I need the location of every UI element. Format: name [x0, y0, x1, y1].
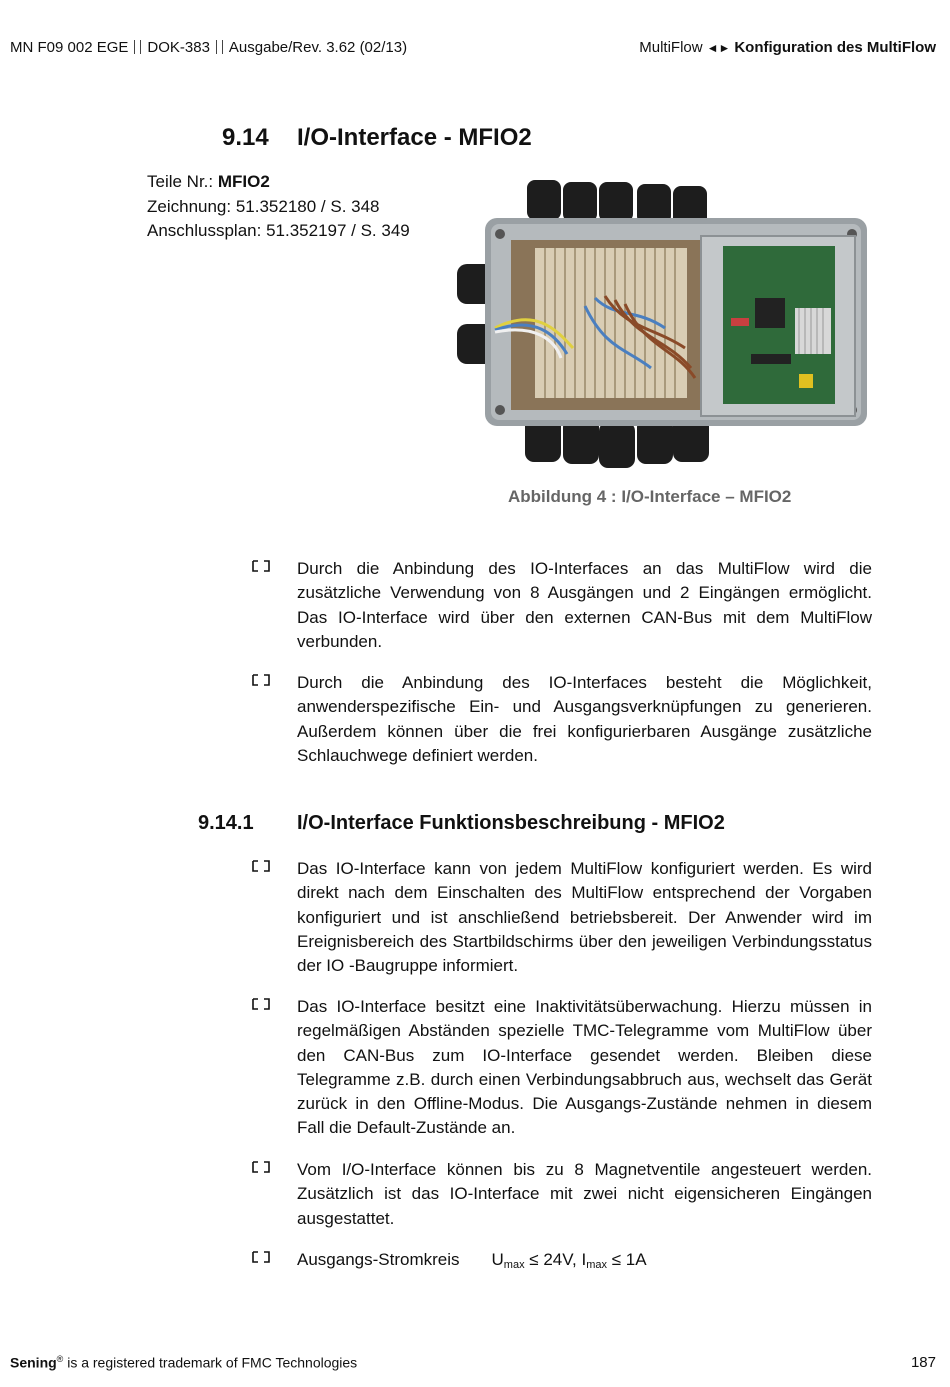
footer-trademark [10, 1354, 357, 1371]
spec-voltage: $U_{max} \le 24V$, [491, 1250, 582, 1271]
function-paragraph-3: Vom I/O-Interface können bis zu 8 Magnetventile angesteuert werden. Zusätzlich ist das IO-Interface mit zwei nicht eigensicheren Eingängen ausgestattet. [297, 1160, 872, 1228]
bullet-icon [250, 672, 272, 688]
spec-label: Ausgangs-Stromkreis [297, 1250, 460, 1269]
intro-paragraph-1: Durch die Anbindung des IO-Interfaces an das MultiFlow wird die zusätzliche Verwendung von 8 Ausgängen und 2 Eingängen ermöglicht. Das IO-Interface wird über den externen CAN-Bus mit dem MultiFlow verbunden. [297, 559, 872, 651]
part-number: MFIO2 [217, 172, 270, 191]
header-product: MultiFlow [639, 39, 703, 56]
part-number-line: Teile Nr.: MFIO2 [147, 172, 270, 191]
doc-id: DOK-383 [147, 39, 210, 56]
figure-caption: Abbildung 4 : I/O-Interface – MFIO2 [508, 487, 792, 506]
drawing-line: Zeichnung: 51.352180 / S. 348 [147, 196, 380, 216]
section-number: 9.14 [222, 124, 269, 151]
bullet-icon [250, 996, 272, 1012]
bullet-icon [250, 558, 272, 574]
subsection-title: I/O-Interface Funktionsbeschreibung - MFIO2 [297, 812, 725, 834]
trademark-text: is a registered trademark of FMC Technologies [63, 1354, 358, 1371]
section-title: I/O-Interface - MFIO2 [297, 124, 532, 151]
doc-number: MN F09 002 EGE [10, 39, 129, 56]
intro-paragraph-2: Durch die Anbindung des IO-Interfaces besteht die Möglichkeit, anwenderspezifische Ein- und Ausgangsverknüpfungen zu generieren. Außerdem können über die frei konfigurierbaren Ausgänge zusätzliche Schlauchwege definiert werden. [297, 673, 872, 765]
brand-name: Sening [10, 1354, 57, 1371]
spec-current: $I_{max} \le 1A$ [581, 1250, 647, 1271]
function-paragraph-2: Das IO-Interface besitzt eine Inaktivitätsüberwachung. Hierzu müssen in regelmäßigen Abständen spezielle TMC-Telegramme vom MultiFlow über den CAN-Bus zum IO-Interface gesendet werden. Bleiben diese Telegramme z.B. durch einen Verbindungsabbruch aus, wechselt das Gerät zurück in den Offline-Modus. Die Ausgangs-Zustände nehmen in diesem Fall die Default-Zustände an. [297, 997, 872, 1138]
page-number: 187 [910, 1354, 936, 1371]
bullet-icon [250, 1159, 272, 1175]
separator [134, 40, 141, 54]
function-paragraph-1: Das IO-Interface kann von jedem MultiFlow konfiguriert werden. Es wird direkt nach dem Einschalten des MultiFlow entsprechend der Vorgaben konfiguriert und ist anschließend betriebsbereit. Der Anwender wird im Ereignisbereich des Startbildschirms über den jeweiligen Verbindungsstatus der IO -Baugruppe informiert. [297, 859, 872, 976]
registered-mark: ® [56, 1354, 64, 1364]
wiring-line: Anschlussplan: 51.352197 / S. 349 [147, 221, 410, 240]
nav-arrows-icon: ◄► [706, 41, 731, 55]
header-doc-info [10, 39, 407, 56]
subsection-number: 9.14.1 [198, 812, 254, 834]
header-chapter-title: Konfiguration des MultiFlow [734, 39, 936, 56]
header-chapter [639, 39, 936, 56]
separator [216, 40, 223, 54]
output-circuit-spec [297, 1248, 872, 1277]
bullet-icon [250, 1249, 272, 1265]
part-info [147, 170, 410, 244]
bullet-icon [250, 858, 272, 874]
io-interface-photo [455, 178, 875, 468]
doc-revision: Ausgabe/Rev. 3.62 (02/13) [228, 39, 408, 56]
